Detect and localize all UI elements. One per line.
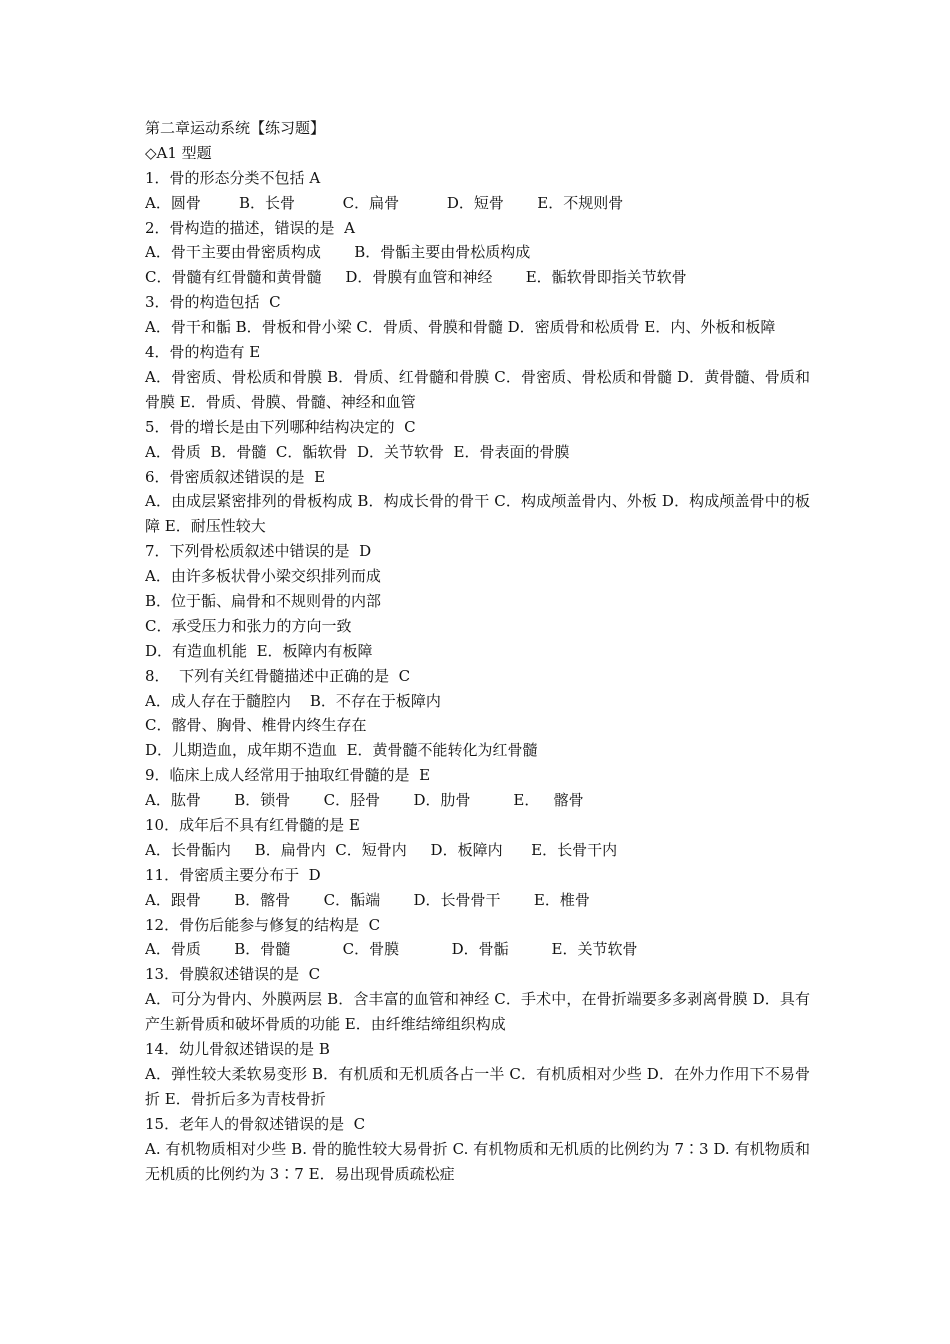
options-line: A．骨干和骺 B．骨板和骨小梁 C．骨质、骨膜和骨髓 D．密质骨和松质骨 E．内、外板和板障 xyxy=(145,318,776,337)
options-paragraph xyxy=(145,365,810,415)
options-line: A．骨密质、骨松质和骨膜 B．骨质、红骨髓和骨膜 C．骨密质、骨松质和骨髓 D．黄骨髓、骨质和骨膜 E．骨质、骨膜、骨髓、神经和血管 xyxy=(145,367,810,411)
section-heading: ◇A1 型题 xyxy=(145,143,212,162)
question-text: 13．骨膜叙述错误的是 C xyxy=(145,965,321,984)
question-text: 9．临床上成人经常用于抽取红骨髓的是 E xyxy=(145,766,431,785)
question-text: 10．成年后不具有红骨髓的是 E xyxy=(145,816,360,835)
options-line: B．位于骺、扁骨和不规则骨的内部 xyxy=(145,592,382,610)
options-line: A．弹性较大柔软易变形 B．有机质和无机质各占一半 C．有机质相对少些 D．在外力作用下不易骨折 E．骨折后多为青枝骨折 xyxy=(145,1064,810,1108)
question-text: 7．下列骨松质叙述中错误的是 D xyxy=(145,542,372,561)
options-line: A．肱骨 B．锁骨 C．胫骨 D．肋骨 E． 髂骨 xyxy=(145,791,584,810)
options-line: D．儿期造血，成年期不造血 E．黄骨髓不能转化为红骨髓 xyxy=(145,741,538,760)
options-paragraph xyxy=(145,987,810,1037)
options-line: A. 有机物质相对少些 B. 骨的脆性较大易骨折 C. 有机物质和无机质的比例约为 7∶3 D. 有机物质和无机质的比例约为 3∶7 E．易出现骨质疏松症 xyxy=(145,1139,810,1183)
options-line: C．承受压力和张力的方向一致 xyxy=(145,616,352,635)
question-text: 12．骨伤后能参与修复的结构是 C xyxy=(145,915,381,934)
options-paragraph xyxy=(145,489,810,539)
options-paragraph xyxy=(145,315,810,340)
question-text: 6．骨密质叙述错误的是 E xyxy=(145,467,326,486)
options-line: C．骨髓有红骨髓和黄骨髓 D．骨膜有血管和神经 E．骺软骨即指关节软骨 xyxy=(145,268,687,287)
question-text: 11．骨密质主要分布于 D xyxy=(145,865,321,884)
options-line: A．骨质 B．骨髓 C．骺软骨 D．关节软骨 E．骨表面的骨膜 xyxy=(145,442,570,461)
question-text: 15．老年人的骨叙述错误的是 C xyxy=(145,1114,366,1133)
question-text: 3．骨的构造包括 C xyxy=(145,293,281,312)
question-text: 8． 下列有关红骨髓描述中正确的是 C xyxy=(145,666,411,685)
document-page xyxy=(145,116,810,1186)
options-line: A．由成层紧密排列的骨板构成 B．构成长骨的骨干 C．构成颅盖骨内、外板 D．构成颅盖骨中的板障 E．耐压性较大 xyxy=(145,492,810,536)
question-text: 2．骨构造的描述，错误的是 A xyxy=(145,218,355,237)
options-paragraph xyxy=(145,1137,810,1187)
question-text: 5．骨的增长是由下列哪种结构决定的 C xyxy=(145,417,416,436)
question-text: 14．幼儿骨叙述错误的是 B xyxy=(145,1040,330,1059)
options-line: A．圆骨 B．长骨 C．扁骨 D．短骨 E．不规则骨 xyxy=(145,193,624,212)
options-line: D．有造血机能 E．板障内有板障 xyxy=(145,641,373,660)
chapter-title: 第二章运动系统【练习题】 xyxy=(145,119,326,137)
options-line: A．成人存在于髓腔内 B．不存在于板障内 xyxy=(145,691,441,710)
options-line: A．由许多板状骨小梁交织排列而成 xyxy=(145,567,381,586)
question-text: 1．骨的形态分类不包括 A xyxy=(145,168,321,187)
options-line: A．跟骨 B．髂骨 C．骺端 D．长骨骨干 E．椎骨 xyxy=(145,890,590,909)
options-line: A．长骨骺内 B．扁骨内 C．短骨内 D．板障内 E．长骨干内 xyxy=(145,840,618,859)
options-paragraph xyxy=(145,1062,810,1112)
options-line: A．骨干主要由骨密质构成 B．骨骺主要由骨松质构成 xyxy=(145,243,531,262)
options-line: A．骨质 B．骨髓 C．骨膜 D．骨骺 E．关节软骨 xyxy=(145,940,638,959)
options-line: C．髂骨、胸骨、椎骨内终生存在 xyxy=(145,716,367,735)
question-text: 4．骨的构造有 E xyxy=(145,343,261,362)
options-line: A．可分为骨内、外膜两层 B．含丰富的血管和神经 C．手术中，在骨折端要多多剥离骨膜 D．具有产生新骨质和破坏骨质的功能 E．由纤维结缔组织构成 xyxy=(145,990,810,1034)
